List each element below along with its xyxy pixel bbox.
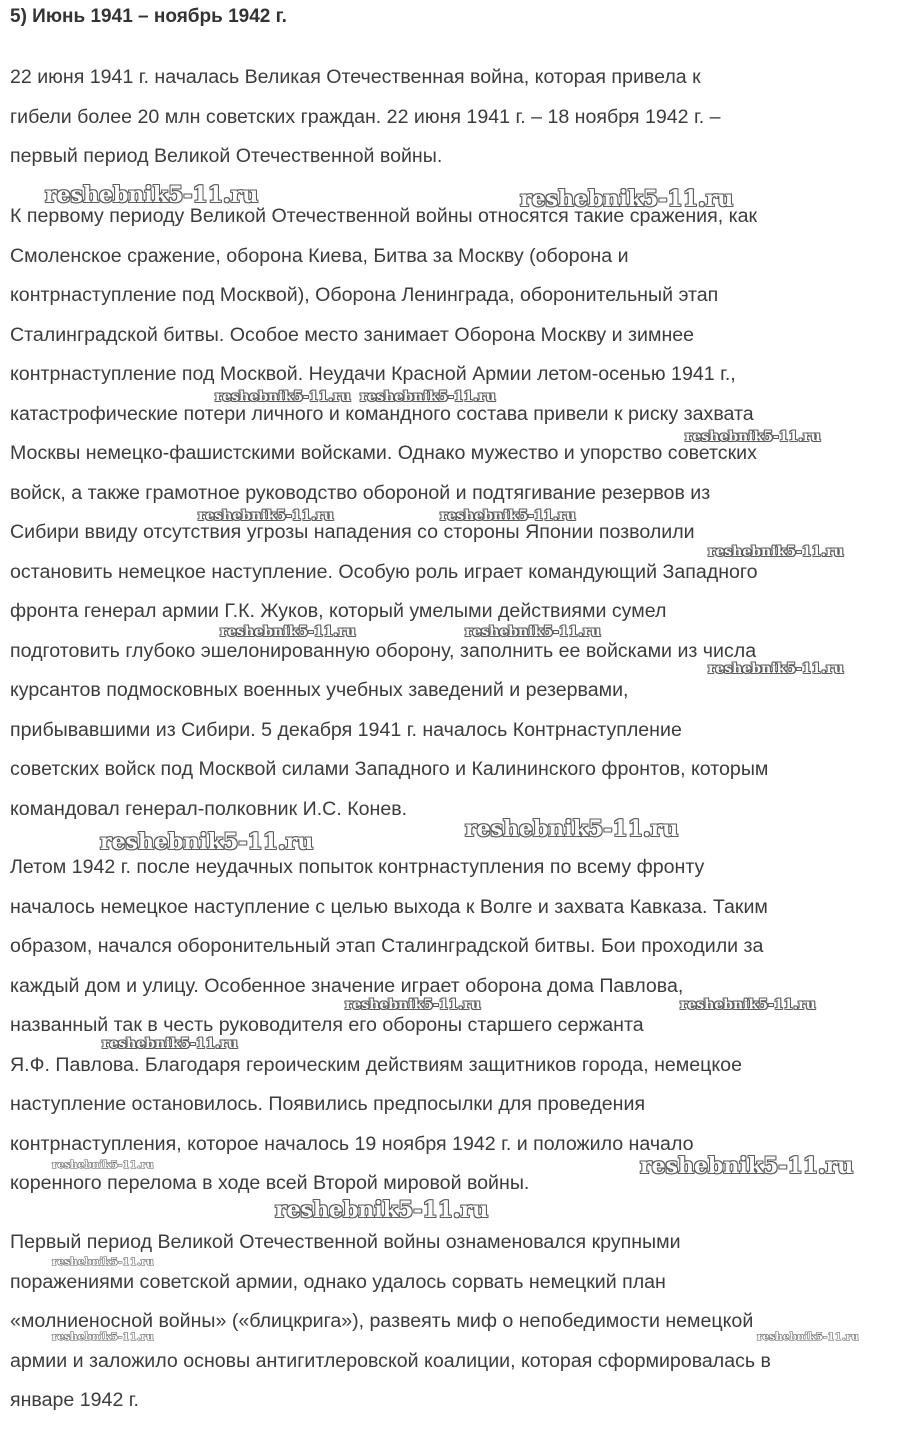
text-line: К первому периоду Великой Отечественной войны относятся такие сражения, как bbox=[10, 205, 758, 227]
text-line: Я.Ф. Павлова. Благодаря героическим действиям защитников города, немецкое bbox=[10, 1053, 742, 1076]
watermark: reshebnik5-11.ru bbox=[100, 829, 314, 855]
section-heading: 5) Июнь 1941 – ноябрь 1942 г. bbox=[10, 6, 287, 27]
text-line: 22 июня 1941 г. началась Великая Отечественная война, которая привела к bbox=[10, 66, 701, 88]
text-line: Первый период Великой Отечественной войны ознаменовался крупными bbox=[10, 1231, 681, 1253]
text-line: курсантов подмосковных военных учебных заведений и резервами, bbox=[10, 679, 629, 701]
text-line: Москвы немецко-фашистскими войсками. Однако мужество и упорство советских bbox=[10, 442, 757, 464]
text-line: катастрофические потери личного и командного состава привели к риску захвата bbox=[10, 402, 754, 425]
watermark: reshebnik5-11.ru bbox=[708, 544, 844, 560]
watermark: reshebnik5-11.ru bbox=[680, 997, 816, 1013]
text-line: подготовить глубоко эшелонированную оборону, заполнить ее войсками из числа bbox=[10, 639, 757, 662]
watermark: reshebnik5-11.ru bbox=[52, 1159, 154, 1171]
text-line: армии и заложило основы антигитлеровской коалиции, которая сформировалась в bbox=[10, 1349, 771, 1372]
watermark: reshebnik5-11.ru bbox=[198, 508, 334, 524]
text-line: прибывавшими из Сибири. 5 декабря 1941 г. началось Контрнаступление bbox=[10, 718, 682, 741]
text-line: наступление остановилось. Появились предпосылки для проведения bbox=[10, 1093, 646, 1115]
watermark: reshebnik5-11.ru bbox=[465, 624, 601, 640]
text-line: первый период Великой Отечественной войны. bbox=[10, 145, 443, 167]
watermark: reshebnik5-11.ru bbox=[220, 624, 356, 640]
watermark: reshebnik5-11.ru bbox=[465, 816, 679, 842]
text-line: Сибири ввиду отсутствия угрозы нападения со стороны Японии позволили bbox=[10, 521, 695, 543]
text-line: каждый дом и улицу. Особенное значение играет оборона дома Павлова, bbox=[10, 974, 684, 997]
text-line: началось немецкое наступление с целью выхода к Волге и захвата Кавказа. Таким bbox=[10, 895, 768, 918]
text-line: январе 1942 г. bbox=[10, 1389, 139, 1411]
text-line: остановить немецкое наступление. Особую роль играет командующий Западного bbox=[10, 560, 758, 583]
text-line: названный так в честь руководителя его обороны старшего сержанта bbox=[10, 1014, 644, 1036]
watermark: reshebnik5-11.ru bbox=[275, 1197, 489, 1223]
text-line: «молниеносной войны» («блицкрига»), развеять миф о непобедимости немецкой bbox=[10, 1310, 754, 1332]
paragraph-intro bbox=[10, 58, 905, 177]
watermark: reshebnik5-11.ru bbox=[685, 429, 821, 445]
text-line: Сталинградской битвы. Особое место занимает Оборона Москву и зимнее bbox=[10, 323, 695, 346]
watermark: reshebnik5-11.ru bbox=[640, 1153, 854, 1179]
text-line: Летом 1942 г. после неудачных попыток контрнаступления по всему фронту bbox=[10, 856, 705, 878]
watermark: reshebnik5-11.ru bbox=[52, 1331, 154, 1343]
watermark: reshebnik5-11.ru bbox=[757, 1331, 859, 1343]
watermark: reshebnik5-11.ru bbox=[102, 1036, 238, 1052]
text-line: фронта генерал армии Г.К. Жуков, который умелыми действиями сумел bbox=[10, 600, 667, 622]
watermark: reshebnik5-11.ru bbox=[215, 389, 351, 405]
text-line: контрнаступление под Москвой. Неудачи Красной Армии летом-осенью 1941 г., bbox=[10, 363, 736, 385]
watermark: reshebnik5-11.ru bbox=[52, 1256, 154, 1268]
text-line: коренного перелома в ходе всей Второй мировой войны. bbox=[10, 1172, 530, 1194]
watermark: reshebnik5-11.ru bbox=[440, 508, 576, 524]
text-line: командовал генерал-полковник И.С. Конев. bbox=[10, 797, 408, 820]
text-line: образом, начался оборонительный этап Сталинградской битвы. Бои проходили за bbox=[10, 935, 764, 957]
paragraph-conclusion bbox=[10, 1223, 905, 1421]
text-line: войск, а также грамотное руководство обороной и подтягивание резервов из bbox=[10, 481, 711, 504]
paragraph-battles bbox=[10, 197, 905, 829]
text-line: гибели более 20 млн советских граждан. 22 июня 1941 г. – 18 ноября 1942 г. – bbox=[10, 105, 721, 128]
text-line: контрнаступление под Москвой), Оборона Ленинграда, оборонительный этап bbox=[10, 284, 719, 306]
text-line: поражениями советской армии, однако удалось сорвать немецкий план bbox=[10, 1270, 666, 1293]
watermark: reshebnik5-11.ru bbox=[360, 389, 496, 405]
watermark: reshebnik5-11.ru bbox=[45, 182, 259, 208]
watermark: reshebnik5-11.ru bbox=[520, 186, 734, 212]
watermark: reshebnik5-11.ru bbox=[708, 661, 844, 677]
text-line: советских войск под Москвой силами Западного и Калининского фронтов, которым bbox=[10, 758, 769, 780]
text-line: контрнаступления, которое началось 19 ноября 1942 г. и положило начало bbox=[10, 1132, 694, 1155]
paragraph-stalingrad bbox=[10, 848, 905, 1204]
watermark: reshebnik5-11.ru bbox=[345, 997, 481, 1013]
text-line: Смоленское сражение, оборона Киева, Битва за Москву (оборона и bbox=[10, 244, 629, 267]
